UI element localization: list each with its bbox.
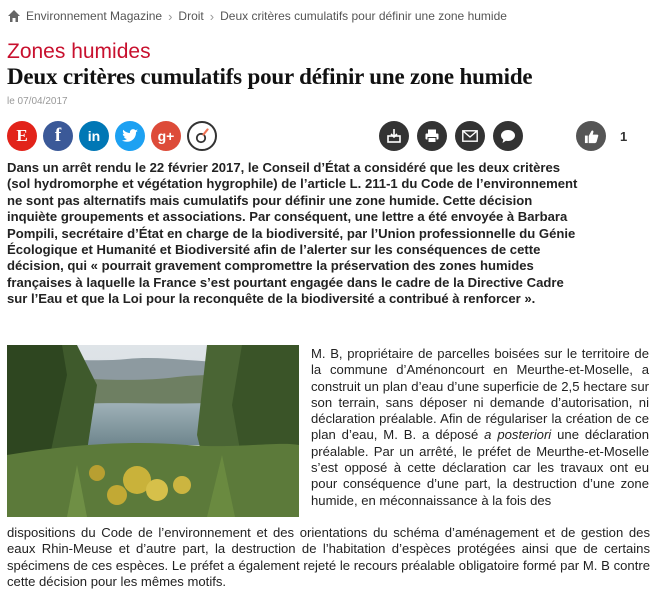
comment-icon[interactable] bbox=[493, 121, 523, 151]
publication-date: le 07/04/2017 bbox=[7, 96, 68, 107]
download-icon[interactable] bbox=[379, 121, 409, 151]
lead-line: ne sont pas alternatifs mais cumulatifs pour définir une zone humide. Cette décision bbox=[7, 192, 533, 208]
breadcrumb-section-link[interactable]: Droit bbox=[178, 9, 204, 23]
e-icon[interactable] bbox=[7, 121, 37, 151]
lead-line: Pompili, secrétaire d’État en charge de la biodiversité, par l’Union professionnelle du Génie bbox=[7, 225, 576, 241]
wetland-photo bbox=[7, 345, 299, 517]
section-title: Zones humides bbox=[7, 40, 151, 63]
lead-line: (sol hydromorphe et végétation hygrophile) de l’article L. 211-1 du Code de l’environnement bbox=[7, 176, 578, 192]
home-icon[interactable] bbox=[7, 9, 21, 23]
twitter-icon[interactable] bbox=[115, 121, 145, 151]
article-body-paragraph bbox=[311, 346, 649, 509]
page-title: Deux critères cumulatifs pour définir une zone humide bbox=[7, 64, 533, 89]
linkedin-icon-label: in bbox=[87, 128, 101, 144]
e-icon-label: E bbox=[16, 126, 28, 145]
google-plus-icon-label: g+ bbox=[157, 128, 175, 144]
lead-line: décision, qui « pourrait gravement compromettre la préservation des zones humides bbox=[7, 258, 534, 274]
article-body-paragraph-continued: dispositions du Code de l’environnement et des orientations du schéma d’aménagement et de gestion des eaux Rhin-Meuse et d’autre part, la destruction de l’habitation d’espèces protégées ainsi que de certains spécimens de ces espèces. Le préfet a également rejeté le recours préalable obligatoire formé par M. B contre cette décision pour les mêmes motifs. bbox=[7, 525, 650, 590]
email-glyph bbox=[462, 130, 478, 142]
breadcrumb bbox=[7, 7, 507, 25]
breadcrumb-current: Deux critères cumulatifs pour définir une zone humide bbox=[220, 9, 507, 23]
viadeo-glyph bbox=[194, 128, 210, 144]
share-bar bbox=[7, 121, 217, 151]
lead-line: inquiète groupements et associations. Par conséquent, une lettre a été envoyée à Barbara bbox=[7, 209, 568, 225]
body-text: une déclaration préalable. Par un arrêté, le préfet de Meurthe-et-Moselle s’est opposé à cette déclaration car les travaux ont eu pour conséquence d’une part, la destruction d’une zone humide, en méconnaissance à la fois des bbox=[311, 427, 649, 508]
facebook-icon-label: f bbox=[54, 125, 62, 146]
lead-line: Écologique et Humanité et Biodiversité afin de l’alerter sur les conséquences de cette bbox=[7, 242, 541, 258]
thumbs-up-icon bbox=[584, 129, 599, 144]
like-count: 1 bbox=[620, 128, 628, 144]
lead-line: sur l’Eau et que la Loi pour la reconquête de la biodiversité a contribué à renforcer ». bbox=[7, 291, 536, 307]
linkedin-icon[interactable] bbox=[79, 121, 109, 151]
print-glyph bbox=[424, 128, 440, 144]
facebook-icon[interactable] bbox=[43, 121, 73, 151]
breadcrumb-separator: › bbox=[168, 8, 173, 24]
article-lead bbox=[7, 160, 653, 308]
breadcrumb-separator: › bbox=[209, 8, 215, 24]
comment-glyph bbox=[500, 129, 516, 144]
twitter-bird-glyph bbox=[122, 129, 138, 143]
article-actions bbox=[379, 121, 523, 151]
body-text-italic: a posteriori bbox=[484, 427, 552, 443]
email-icon[interactable] bbox=[455, 121, 485, 151]
download-glyph bbox=[386, 128, 402, 144]
print-icon[interactable] bbox=[417, 121, 447, 151]
body-text: M. B, propriétaire de parcelles boisées sur le territoire de la commune d’Aménoncourt en Meurthe-et-Moselle, a construit un plan d’eau d’une superficie de 2,5 hectare sur son terrain, sans déposer ni demande d’autorisation, ni déclaration préalable. Afin de régulariser la création de ce plan d’eau, M. B. a déposé bbox=[311, 346, 649, 443]
lead-line: françaises à laquelle la France s’est pourtant engagée dans le cadre de la Directive Cadre bbox=[7, 274, 564, 290]
google-plus-icon[interactable] bbox=[151, 121, 181, 151]
like-widget bbox=[576, 121, 627, 151]
lead-line: Dans un arrêt rendu le 22 février 2017, le Conseil d’État a considéré que les deux critères bbox=[7, 160, 561, 175]
like-button[interactable] bbox=[576, 121, 606, 151]
breadcrumb-home-link[interactable]: Environnement Magazine bbox=[26, 9, 163, 23]
viadeo-icon[interactable] bbox=[187, 121, 217, 151]
